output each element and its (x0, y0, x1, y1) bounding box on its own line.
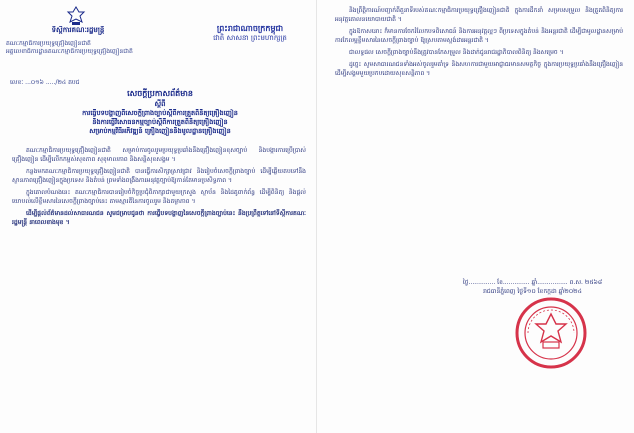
paragraph: និងព្រឹត្តិការណ៍បញ្ជាក់ពីតួនាទីរបស់គណៈកម្មាធិការប្រយុទ្ធគ្រឿងញៀនជាតិ ក្នុងការដឹកនាំ សម្របសម្រួល និងត្រួតពិនិត្យការអនុវត្តគោលនយោបាយជាតិ ។ (335, 7, 623, 23)
date-block (440, 278, 625, 296)
title-line-3: ការធ្វើបទបង្ហាញពីសេចក្តីព្រាងច្បាប់ស្តីពីការត្រួតពិនិត្យគ្រឿងញៀន (82, 109, 238, 117)
solar-date: រាជធានីភ្នំពេញ ថ្ងៃទី១០ ខែកក្កដា ឆ្នាំ២០២៤ (483, 288, 582, 295)
title-line-1: សេចក្តីប្រកាសព័ត៌មាន (127, 89, 193, 98)
left-body-text (12, 146, 306, 430)
paragraph: ក្នុងគោលបំណងនេះ គណៈកម្មាធិការបានរៀបចំកិច្ចប្រជុំពិភាក្សាជាមួយក្រសួង ស្ថាប័ន និងដៃគូពាក់ព័ន្ធ ដើម្បីពិនិត្យ និងផ្តល់យោបល់លើខ្លឹមសារនៃសេចក្តីព្រាងច្បាប់នេះ តាមស្មារតីនៃការចូលរួម និងតម្លាភាព ។ (12, 189, 306, 205)
press-release-title (40, 88, 280, 136)
title-line-2: ស្តីពី (154, 100, 166, 108)
department-line: គណៈកម្មាធិការប្រយុទ្ធគ្រឿងញៀនជាតិ (6, 40, 91, 47)
paragraph: ដូច្នេះ សូមសាធារណជនទាំងអស់ចូលរួមគាំទ្រ និងសហការជាមួយអាជ្ញាធរមានសមត្ថកិច្ច ក្នុងការប្រយុទ្ធប្រឆាំងនឹងគ្រឿងញៀន ដើម្បីសង្គមមួយប្រកបដោយសុខសន្តិភាព ។ (335, 61, 623, 77)
paragraph: កន្លងមកគណៈកម្មាធិការប្រយុទ្ធគ្រឿងញៀនជាតិ បានធ្វើការសិក្សាស្រាវជ្រាវ និងរៀបចំសេចក្តីព្រាងច្បាប់ ដើម្បីឆ្លើយតបទៅនឹងស្ថានភាពគ្រឿងញៀនក្នុងប្រទេស និងតំបន់ ព្រមទាំងពង្រឹងការអនុវត្តច្បាប់ឱ្យកាន់តែមានប្រសិទ្ធភាព ។ (12, 168, 306, 184)
kingdom-motto: ជាតិ សាសនា ព្រះមហាក្សត្រ (213, 34, 287, 42)
title-line-4: និងការធ្វើវិសោធនកម្មច្បាប់ស្តីពីការត្រួតពិនិត្យគ្រឿងញៀន (92, 118, 228, 126)
paragraph: ក្នុងឱកាសនោះ ក៏មានការចែករំលែកបទពិសោធន៍ និងការអនុវត្តល្អៗ ពីប្រទេសក្នុងតំបន់ និងអន្តរជាតិ ដើម្បីជាមូលដ្ឋានសម្រាប់ការកែលម្អខ្លឹមសារនៃសេចក្តីព្រាងច្បាប់ ឱ្យស្របតាមស្តង់ដារអន្តរជាតិ ។ (335, 28, 623, 44)
ministry-title: ទីស្តីការគណៈរដ្ឋមន្ត្រី (51, 26, 105, 34)
title-line-5: សម្រាប់កម្មវិធីអភិវឌ្ឍន៍ គ្រឿងញៀននិងមូលដ្ឋានគ្រឿងញៀន (89, 127, 231, 135)
document-number: លេខៈ ...០១៦ ...../២៤ គបជ (10, 79, 80, 86)
kingdom-header (190, 24, 310, 43)
lunar-date: ថ្ងៃ.............. ខែ.............. ឆ្នាំ................ ព.ស. ២៥៦៨ (462, 279, 603, 286)
department-subline: អគ្គលេខាធិការដ្ឋានគណៈកម្មាធិការប្រយុទ្ធគ្រឿងញៀនជាតិ (6, 48, 133, 55)
ministry-department (6, 40, 166, 56)
kingdom-name: ព្រះរាជាណាចក្រកម្ពុជា (216, 24, 284, 33)
paragraph: ជាលទ្ធផល សេចក្តីព្រាងច្បាប់នឹងត្រូវបានកែសម្រួល និងដាក់ជូនរាជរដ្ឋាភិបាលពិនិត្យ និងសម្រេច ។ (349, 49, 564, 56)
right-body-text (335, 6, 623, 256)
official-seal-icon (514, 296, 588, 370)
paragraph: គណៈកម្មាធិការប្រយុទ្ធគ្រឿងញៀនជាតិ សម្រាប់ការចូលរួមប្រយុទ្ធប្រឆាំងនឹងគ្រឿងញៀនខុសច្បាប់ និងបង្ការការប្រើប្រាស់គ្រឿងញៀន ដើម្បីលើកកម្ពស់សុខភាព សុខុមាលភាព និងសន្តិសុខសង្គម ។ (12, 147, 306, 163)
paragraph: ដើម្បីផ្តល់ព័ត៌មានដល់សាធារណជន សូមជម្រាបជូនថា ការធ្វើបទបង្ហាញនៃសេចក្តីព្រាងច្បាប់នេះ នឹងប្រព្រឹត្តទៅនៅទីស្តីការគណៈរដ្ឋមន្ត្រី នាពេលខាងមុខ ។ (12, 210, 306, 226)
royal-emblem-icon (64, 6, 88, 26)
